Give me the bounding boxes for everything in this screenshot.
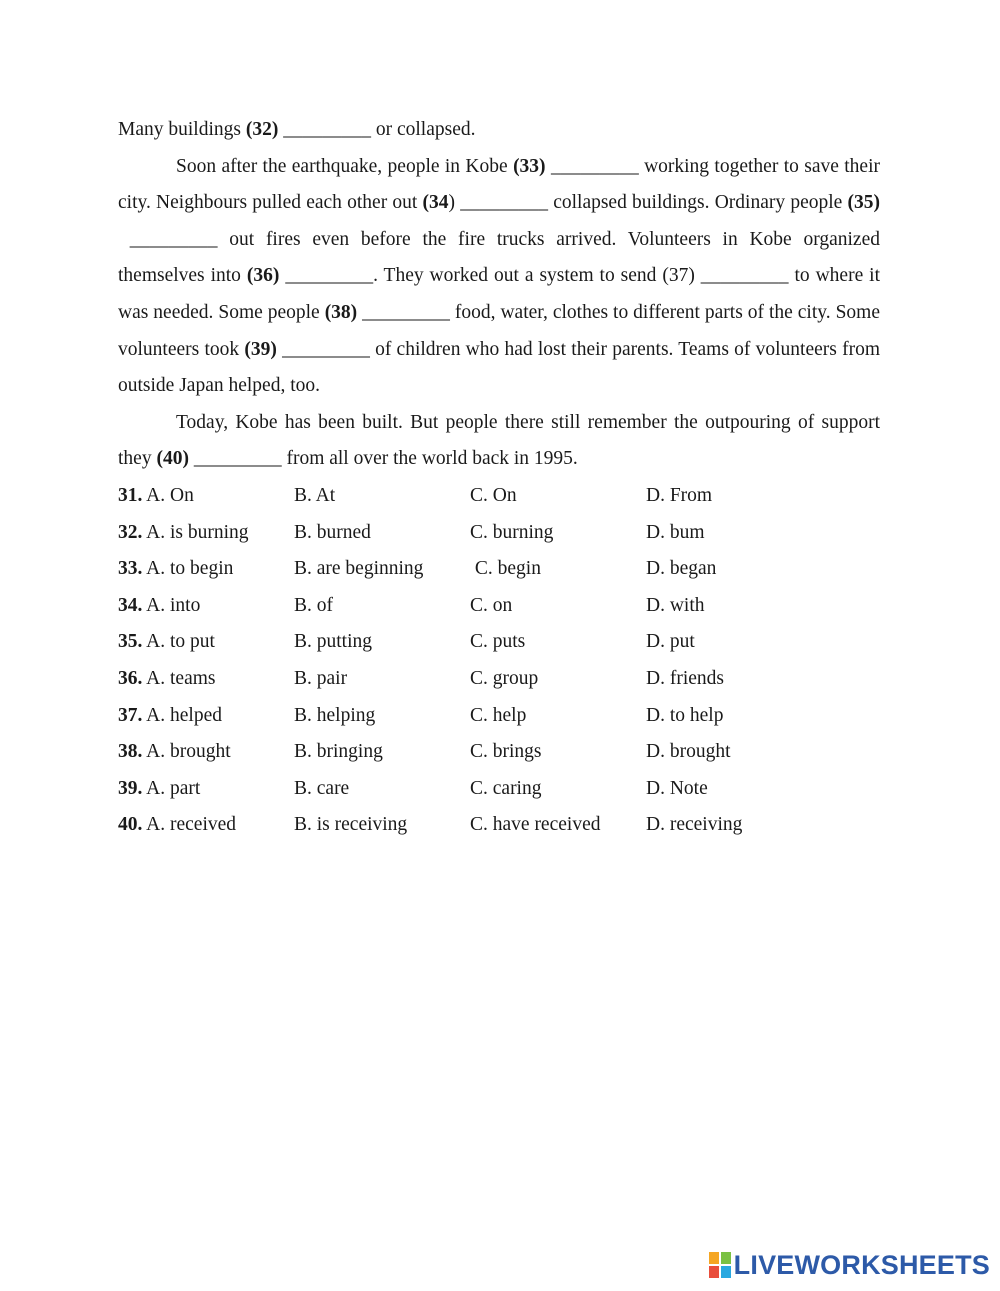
blank-number-34-close: ) [448,192,456,214]
passage-text: working together to save their city. Neighbours pulled each other out [118,155,880,214]
passage-text: of children who had lost their parents. Teams of volunteers from outside Japan helped, too. [118,338,880,397]
blank-number-40: (40) [156,448,189,470]
option-a[interactable] [118,661,294,698]
option-b[interactable]: B. care [294,777,350,799]
blank-number-33: (33) [513,155,546,177]
option-a[interactable] [118,734,294,771]
option-a-text: A. part [142,777,201,799]
answer-options [118,478,880,844]
option-a-text: A. to begin [142,558,234,580]
question-number: 32. [118,521,143,543]
question-number: 33. [118,558,143,580]
liveworksheets-logo-icon [709,1252,731,1278]
option-a-text: A. teams [142,667,216,689]
blank-number-39: (39) [244,338,277,360]
option-c[interactable]: C. help [470,704,527,726]
passage-text: . They worked out a system to send (37) _________ to where it was needed. Some people [118,265,881,323]
blank-number-38: (38) [324,301,358,323]
passage-text: from all over the world back in 1995. [286,448,578,470]
option-b[interactable]: B. bringing [294,741,383,763]
option-c[interactable]: C. caring [470,777,542,799]
option-c[interactable]: C. brings [470,741,542,763]
blank-36[interactable]: _________ [279,265,374,287]
question-row-35 [118,624,880,661]
option-d[interactable]: D. put [646,631,695,653]
question-number: 31. [118,485,143,506]
blank-40[interactable]: _________ [188,448,287,470]
option-a-text: A. helped [142,704,222,726]
option-d[interactable]: D. began [646,558,717,580]
option-d[interactable]: D. bum [646,521,705,543]
blank-number-34-open: ( [422,192,430,214]
blank-33[interactable]: _________ [545,155,645,177]
option-c[interactable]: C. group [470,667,539,689]
question-row-32 [118,515,880,552]
passage-text: or collapsed. [375,119,476,140]
option-b[interactable]: B. pair [294,667,348,689]
question-number: 36. [118,667,143,689]
option-b[interactable]: B. At [294,485,336,506]
option-b[interactable]: B. is receiving [294,814,408,836]
question-row-37 [118,698,880,735]
question-row-40 [118,807,880,844]
option-a-text: A. On [142,485,194,506]
option-c[interactable]: C. have received [470,814,601,836]
blank-38[interactable]: _________ [357,301,455,323]
passage-text: Soon after the earthquake, people in Kobe [176,155,514,177]
blank-32[interactable]: _________ [278,119,376,140]
question-row-39 [118,771,880,808]
blank-number-34: 34 [429,192,449,214]
question-row-31 [118,478,880,515]
option-b[interactable]: B. of [294,594,333,616]
option-a[interactable] [118,698,294,735]
passage-paragraph-2 [118,149,880,405]
question-number: 34. [118,594,143,616]
option-c[interactable]: C. on [470,594,513,616]
liveworksheets-logo[interactable] [709,1249,990,1281]
option-b[interactable]: B. burned [294,521,371,543]
passage-paragraph-1 [118,112,880,149]
option-c[interactable]: C. On [470,485,517,506]
option-c[interactable]: C. burning [470,521,554,543]
passage-text: Today, Kobe has been built. But people there still remember the outpouring of support they [118,411,880,470]
passage-text: collapsed buildings. Ordinary people [553,192,848,214]
option-b[interactable]: B. putting [294,631,373,653]
question-number: 35. [118,631,143,653]
option-d[interactable]: D. brought [646,741,731,763]
option-a-text: A. received [142,814,237,836]
question-number: 37. [118,704,143,726]
blank-number-36: (36) [246,265,280,287]
option-a-text: A. brought [142,741,231,763]
option-a[interactable] [118,478,294,515]
logo-text: LIVEWORKSHEETS [733,1249,990,1280]
question-number: 39. [118,777,143,799]
option-b[interactable]: B. helping [294,704,376,726]
option-d[interactable]: D. with [646,594,705,616]
question-number: 38. [118,741,143,763]
question-row-38 [118,734,880,771]
option-a[interactable] [118,551,294,588]
blank-39[interactable]: _________ [276,338,376,360]
option-a-text: A. into [142,594,201,616]
option-a-text: A. to put [142,631,215,653]
passage-text: Many buildings [118,119,246,140]
option-d[interactable]: D. friends [646,667,724,689]
option-d[interactable]: D. receiving [646,814,743,836]
passage-text: out fires even before the fire trucks arrived. Volunteers in Kobe organized themselves into [118,228,880,287]
question-row-36 [118,661,880,698]
option-d[interactable]: D. From [646,485,713,506]
question-number: 40. [118,814,143,836]
blank-35[interactable]: _________ [118,228,230,250]
option-d[interactable]: D. to help [646,704,724,726]
question-row-33 [118,551,880,588]
option-a[interactable] [118,771,294,808]
option-a[interactable] [118,807,294,844]
option-c[interactable]: C. begin [470,558,541,580]
option-d[interactable]: D. Note [646,777,708,799]
passage-text: food, water, clothes to different parts of the city. Some volunteers took [118,301,881,360]
option-b[interactable]: B. are beginning [294,558,424,580]
option-c[interactable]: C. puts [470,631,526,653]
blank-number-35: (35) [847,192,881,214]
reading-passage [118,112,880,478]
option-a[interactable] [118,588,294,625]
option-a[interactable] [118,515,294,552]
blank-34[interactable]: _________ [455,192,554,214]
passage-paragraph-3 [118,405,880,478]
option-a[interactable] [118,624,294,661]
option-a-text: A. is burning [142,521,249,543]
question-row-34 [118,588,880,625]
blank-number-32: (32) [245,119,279,140]
